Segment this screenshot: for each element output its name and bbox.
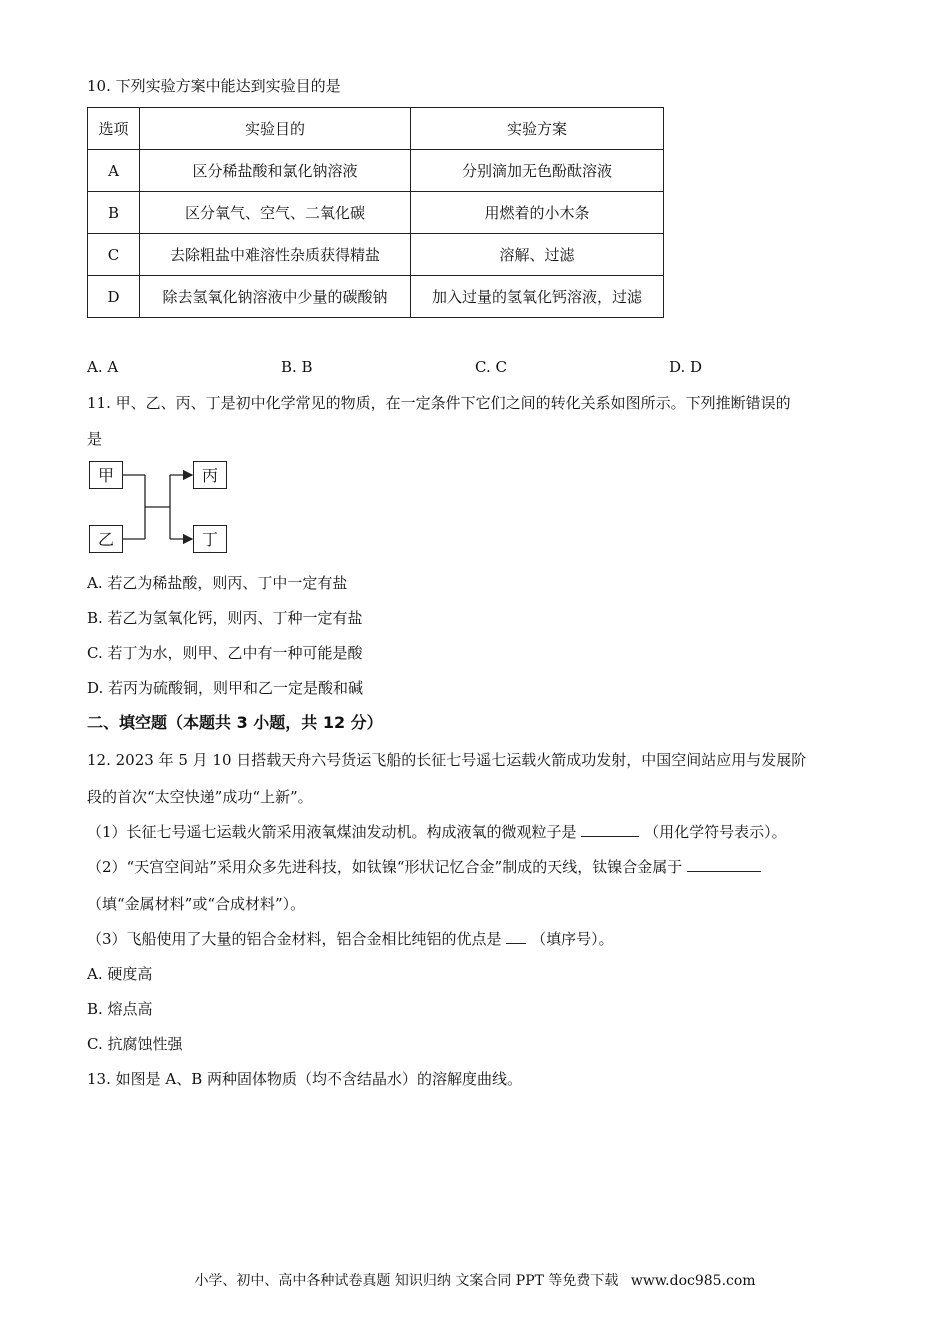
- q12-option-a[interactable]: A. 硬度高: [87, 965, 153, 983]
- q10-option-a[interactable]: A. A: [87, 358, 119, 376]
- table-cell: 区分氧气、空气、二氧化碳: [140, 192, 411, 234]
- q12-option-c[interactable]: C. 抗腐蚀性强: [87, 1035, 183, 1053]
- diagram-box-yi: 乙: [89, 525, 123, 553]
- q12-part1: [87, 822, 787, 842]
- q13-stem: 13. 如图是 A、B 两种固体物质（均不含结晶水）的溶解度曲线。: [87, 1070, 523, 1088]
- table-header-cell: 选项: [88, 108, 140, 150]
- answer-blank-2[interactable]: [687, 857, 761, 872]
- q12-part2-line2: （填“金属材料”或“合成材料”）。: [87, 895, 306, 913]
- table-cell: B: [88, 192, 140, 234]
- table-cell: 溶解、过滤: [411, 234, 664, 276]
- q12-stem-line2: 段的首次“太空快递”成功“上新”。: [87, 788, 313, 806]
- q12-option-b[interactable]: B. 熔点高: [87, 1000, 153, 1018]
- page-footer: [0, 1270, 950, 1290]
- table-cell: C: [88, 234, 140, 276]
- q12-part1-text: （1）长征七号遥七运载火箭采用液氧煤油发动机。构成液氧的微观粒子是: [87, 823, 577, 841]
- q10-stem: 10. 下列实验方案中能达到实验目的是: [87, 77, 341, 95]
- q11-stem-line1: 11. 甲、乙、丙、丁是初中化学常见的物质，在一定条件下它们之间的转化关系如图所示。下列推断错误的: [87, 394, 791, 412]
- q12-part1-suffix: （用化学符号表示）。: [644, 823, 787, 841]
- footer-link[interactable]: www.doc985.com: [630, 1273, 756, 1289]
- table-cell: 用燃着的小木条: [411, 192, 664, 234]
- q12-part2: [87, 857, 761, 877]
- q10-option-c[interactable]: C. C: [475, 358, 507, 376]
- q12-part2-text: （2）“天宫空间站”采用众多先进科技，如钛镍“形状记忆合金”制成的天线，钛镍合金属于: [87, 858, 683, 876]
- answer-blank-1[interactable]: [581, 822, 639, 837]
- q10-option-b[interactable]: B. B: [281, 358, 313, 376]
- table-cell: 加入过量的氢氧化钙溶液，过滤: [411, 276, 664, 318]
- table-cell: A: [88, 150, 140, 192]
- q10-option-d[interactable]: D. D: [669, 358, 703, 376]
- q12-stem-line1: 12. 2023 年 5 月 10 日搭载天舟六号货运飞船的长征七号遥七运载火箭成功发射，中国空间站应用与发展阶: [87, 751, 807, 769]
- table-cell: D: [88, 276, 140, 318]
- q12-part3-text: （3）飞船使用了大量的铝合金材料，铝合金相比纯铝的优点是: [87, 930, 502, 948]
- q12-part3-suffix: （填序号）。: [531, 930, 614, 948]
- diagram-connectors: [0, 0, 300, 600]
- footer-text: 小学、初中、高中各种试卷真题 知识归纳 文案合同 PPT 等免费下载: [194, 1273, 619, 1289]
- table-cell: 分别滴加无色酚酞溶液: [411, 150, 664, 192]
- q11-option-d[interactable]: D. 若丙为硫酸铜，则甲和乙一定是酸和碱: [87, 679, 364, 697]
- section-title: 二、填空题（本题共 3 小题，共 12 分）: [87, 713, 383, 732]
- q11-option-a[interactable]: A. 若乙为稀盐酸，则丙、丁中一定有盐: [87, 574, 348, 592]
- table-header-cell: 实验目的: [140, 108, 411, 150]
- q12-part3: [87, 929, 614, 949]
- diagram-box-ding: 丁: [193, 525, 227, 553]
- diagram-box-bing: 丙: [193, 461, 227, 489]
- table-cell: 区分稀盐酸和氯化钠溶液: [140, 150, 411, 192]
- answer-blank-3[interactable]: [506, 929, 526, 944]
- q11-stem-line2: 是: [87, 430, 103, 448]
- table-cell: 去除粗盐中难溶性杂质获得精盐: [140, 234, 411, 276]
- table-header-cell: 实验方案: [411, 108, 664, 150]
- q11-option-c[interactable]: C. 若丁为水，则甲、乙中有一种可能是酸: [87, 644, 363, 662]
- q11-option-b[interactable]: B. 若乙为氢氧化钙，则丙、丁种一定有盐: [87, 609, 363, 627]
- diagram-box-jia: 甲: [89, 461, 123, 489]
- table-cell: 除去氢氧化钠溶液中少量的碳酸钠: [140, 276, 411, 318]
